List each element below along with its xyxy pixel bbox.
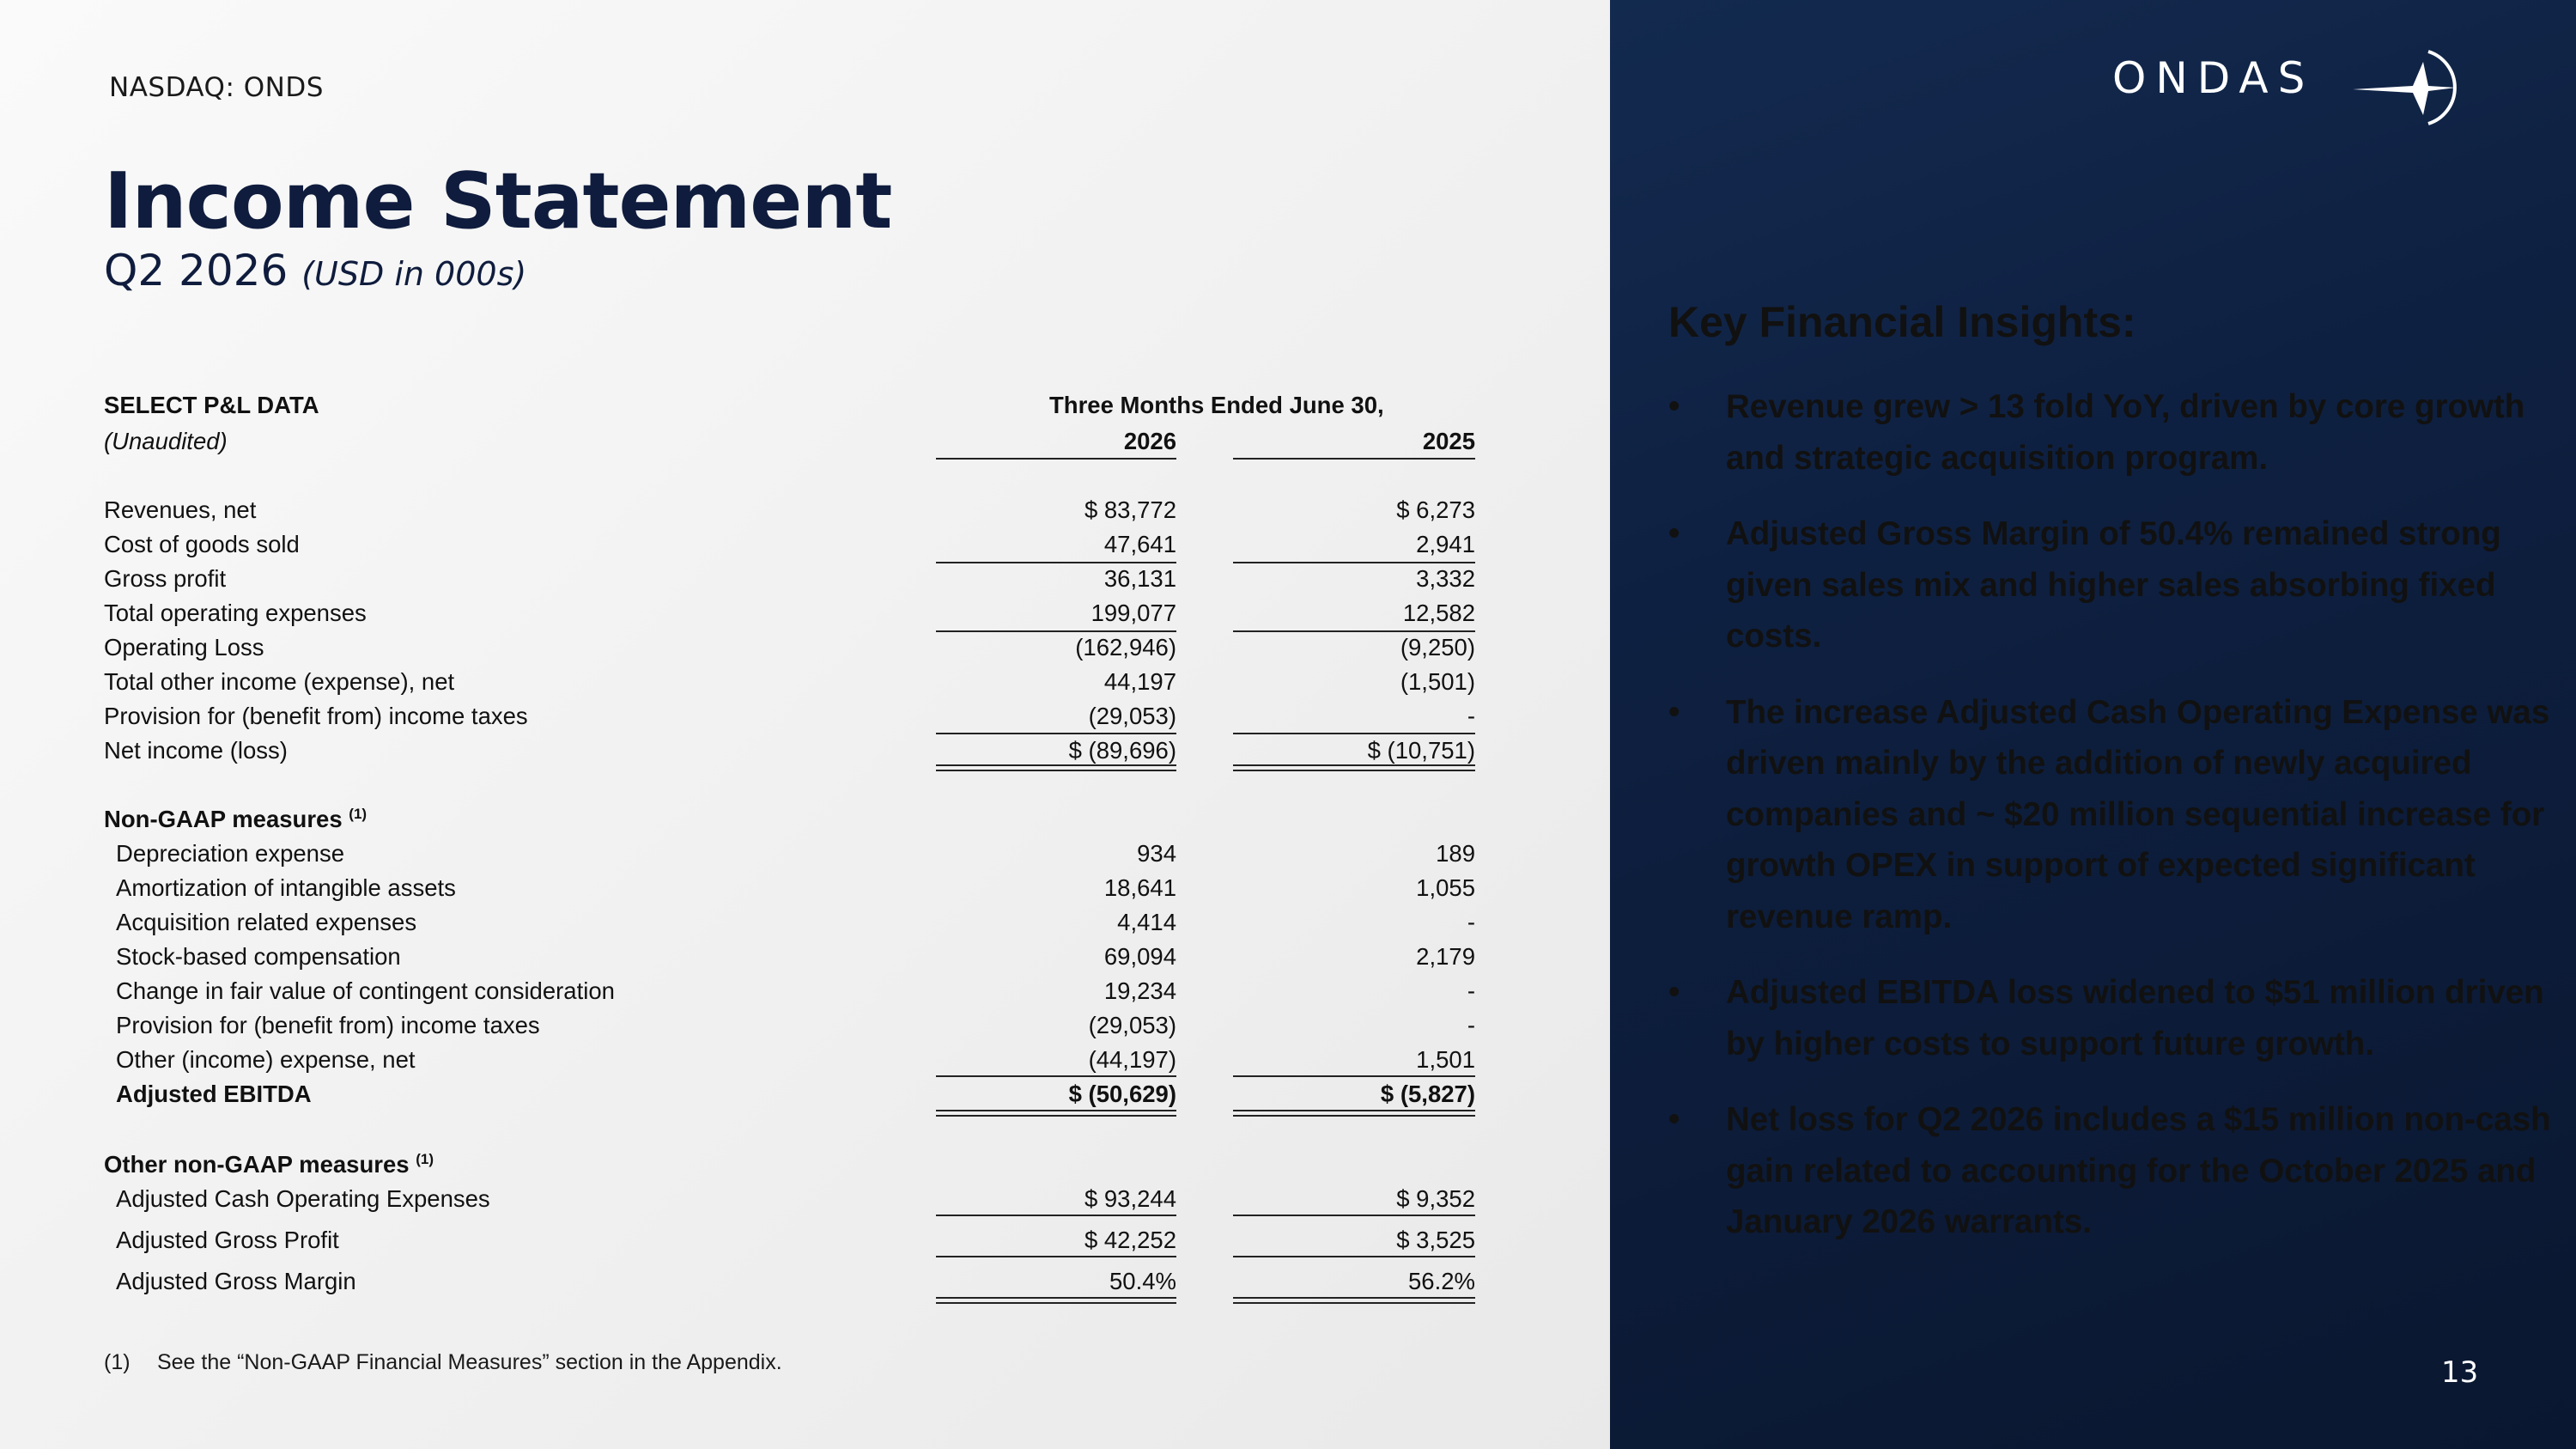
value-2026: 50.4% — [1109, 1268, 1176, 1294]
nongaap-label: Non-GAAP measures $^{(1)}$ — [104, 806, 368, 833]
other-footnote-ref: (1) — [416, 1151, 434, 1167]
table-row — [0, 703, 1511, 737]
row-label: Change in fair value of contingent consideration — [116, 977, 615, 1004]
ondas-logo-text: ONDAS — [2112, 53, 2315, 103]
value-2025: $ 9,352 — [1396, 1185, 1475, 1212]
value-2025: 1,501 — [1416, 1046, 1475, 1073]
value-2026: 47,641 — [1103, 531, 1176, 557]
value-2026: (29,053) — [1088, 1012, 1176, 1038]
insights-title: Key Financial Insights: — [1668, 298, 2136, 346]
underline — [1233, 562, 1475, 563]
row-label: Total operating expenses — [104, 600, 367, 626]
row-label: Provision for (benefit from) income taxes — [116, 1012, 540, 1038]
row-label: Stock-based compensation — [116, 943, 401, 970]
col-2026-header: 2026 — [1123, 428, 1176, 454]
table-row — [0, 565, 1511, 600]
value-2025: - — [1467, 703, 1475, 729]
insights-list — [1668, 381, 2553, 1273]
value-2026: 36,131 — [1103, 565, 1176, 592]
row-label: Adjusted Gross Profit — [116, 1227, 339, 1253]
bullet-text: Revenue grew > 13 fold YoY, driven by core growth and strategic acquisition program. — [1726, 388, 2525, 477]
page-subtitle — [104, 246, 526, 295]
table-row — [0, 496, 1511, 531]
value-2026: $ 42,252 — [1084, 1227, 1176, 1253]
table-row — [0, 668, 1511, 703]
ticker-label: NASDAQ: ONDS — [109, 72, 324, 103]
value-2025: 2,179 — [1416, 943, 1475, 970]
value-2026: (162,946) — [1075, 634, 1176, 661]
list-item — [1668, 1094, 2553, 1248]
header-rule-2026 — [936, 458, 1176, 460]
table-row — [0, 943, 1511, 977]
value-2026: 199,077 — [1091, 600, 1176, 626]
row-label: Provision for (benefit from) income taxes — [104, 703, 528, 729]
value-2026: 934 — [1137, 840, 1176, 867]
table-row — [0, 909, 1511, 943]
value-2026: 69,094 — [1103, 943, 1176, 970]
row-label: Depreciation expense — [116, 840, 345, 867]
value-2025: $ (10,751) — [1367, 737, 1475, 764]
bullet-glyph: • — [1668, 515, 1680, 551]
page-number: 13 — [2441, 1355, 2479, 1390]
table-row — [0, 600, 1511, 634]
value-2026: $ (50,629) — [1068, 1081, 1176, 1107]
value-2025: (9,250) — [1400, 634, 1475, 661]
row-label: Gross profit — [104, 565, 227, 592]
row-label: Amortization of intangible assets — [116, 874, 456, 901]
other-nongaap-header-row — [0, 1151, 1511, 1185]
table-header-row — [0, 392, 1511, 426]
ondas-star-logo-icon — [2353, 45, 2473, 131]
bullet-text: Adjusted Gross Margin of 50.4% remained strong given sales mix and higher sales absorbing fixed costs. — [1726, 515, 2501, 654]
nongaap-header-row — [0, 806, 1511, 840]
table-row — [0, 634, 1511, 668]
value-2025: $ 6,273 — [1396, 496, 1475, 523]
row-label: Revenues, net — [104, 496, 257, 523]
row-label: Adjusted Gross Margin — [116, 1268, 356, 1294]
list-item — [1668, 508, 2553, 662]
page-title: Income Statement — [104, 156, 892, 247]
footnote — [104, 1350, 782, 1375]
value-2025: 3,332 — [1416, 565, 1475, 592]
value-2025: 2,941 — [1416, 531, 1475, 557]
bullet-glyph: • — [1668, 1101, 1680, 1137]
footnote-text: See the “Non-GAAP Financial Measures” section in the Appendix. — [156, 1350, 782, 1374]
underline — [936, 1075, 1176, 1077]
table-row — [0, 840, 1511, 874]
row-label: Acquisition related expenses — [116, 909, 417, 935]
table-row — [0, 977, 1511, 1012]
value-2026: 18,641 — [1103, 874, 1176, 901]
col-2025-header: 2025 — [1422, 428, 1475, 454]
double-underline — [936, 1297, 1176, 1304]
value-2025: 1,055 — [1416, 874, 1475, 901]
bullet-text: The increase Adjusted Cash Operating Expense was driven mainly by the addition of newly acquired companies and ~ $20 million sequential increase for growth OPEX in support of expected significant revenue ramp. — [1726, 693, 2550, 935]
underline — [1233, 1075, 1475, 1077]
underline — [1233, 1215, 1475, 1216]
bullet-text: Adjusted EBITDA loss widened to $51 million driven by higher costs to support future growth. — [1726, 974, 2544, 1062]
value-2026: $ 93,244 — [1084, 1185, 1176, 1212]
table-row — [0, 531, 1511, 565]
value-2025: - — [1467, 977, 1475, 1004]
row-label: Adjusted EBITDA — [116, 1081, 312, 1107]
underline — [936, 1256, 1176, 1257]
bullet-text: Net loss for Q2 2026 includes a $15 million non-cash gain related to accounting for the October 2025 and January 2026 warrants. — [1726, 1101, 2551, 1240]
bullet-glyph: • — [1668, 974, 1680, 1010]
list-item — [1668, 687, 2553, 943]
value-2026: 44,197 — [1103, 668, 1176, 695]
value-2026: 4,414 — [1117, 909, 1176, 935]
nongaap-footnote-ref: (1) — [349, 806, 368, 822]
underline — [936, 733, 1176, 734]
row-label: Other (income) expense, net — [116, 1046, 416, 1073]
value-2025: (1,501) — [1400, 668, 1475, 695]
table-row — [0, 874, 1511, 909]
double-underline — [936, 764, 1176, 771]
value-2026: $ 83,772 — [1084, 496, 1176, 523]
row-label: Operating Loss — [104, 634, 264, 661]
value-2025: $ (5,827) — [1380, 1081, 1475, 1107]
section-label: SELECT P&L DATA — [104, 392, 319, 418]
footnote-number: (1) — [104, 1350, 131, 1374]
header-rule-2025 — [1233, 458, 1475, 460]
value-2025: 189 — [1436, 840, 1475, 867]
value-2025: $ 3,525 — [1396, 1227, 1475, 1253]
underline — [1233, 1256, 1475, 1257]
underline — [936, 562, 1176, 563]
underline — [1233, 630, 1475, 632]
unaudited-label: (Unaudited) — [104, 428, 228, 454]
list-item — [1668, 381, 2553, 484]
value-2026: $ (89,696) — [1068, 737, 1176, 764]
value-2025: 56.2% — [1408, 1268, 1475, 1294]
table-subheader-row — [0, 428, 1511, 462]
subtitle-period: Q2 2026 — [104, 246, 289, 295]
period-header: Three Months Ended June 30, — [1049, 392, 1384, 418]
double-underline — [1233, 1110, 1475, 1117]
double-underline — [1233, 1297, 1475, 1304]
row-label: Total other income (expense), net — [104, 668, 455, 695]
subtitle-unit: (USD in 000s) — [301, 255, 527, 293]
other-nongaap-label: Other non-GAAP measures $^{(1)}$ — [104, 1151, 434, 1178]
underline — [936, 1215, 1176, 1216]
value-2025: - — [1467, 909, 1475, 935]
underline — [1233, 733, 1475, 734]
list-item — [1668, 967, 2553, 1069]
row-label: Net income (loss) — [104, 737, 288, 764]
value-2026: (29,053) — [1088, 703, 1176, 729]
row-label: Cost of goods sold — [104, 531, 300, 557]
underline — [936, 630, 1176, 632]
double-underline — [1233, 764, 1475, 771]
value-2025: 12,582 — [1402, 600, 1475, 626]
value-2025: - — [1467, 1012, 1475, 1038]
bullet-glyph: • — [1668, 388, 1680, 424]
table-row — [0, 1012, 1511, 1046]
bullet-glyph: • — [1668, 693, 1680, 730]
double-underline — [936, 1110, 1176, 1117]
value-2026: 19,234 — [1103, 977, 1176, 1004]
value-2026: (44,197) — [1088, 1046, 1176, 1073]
row-label: Adjusted Cash Operating Expenses — [116, 1185, 490, 1212]
